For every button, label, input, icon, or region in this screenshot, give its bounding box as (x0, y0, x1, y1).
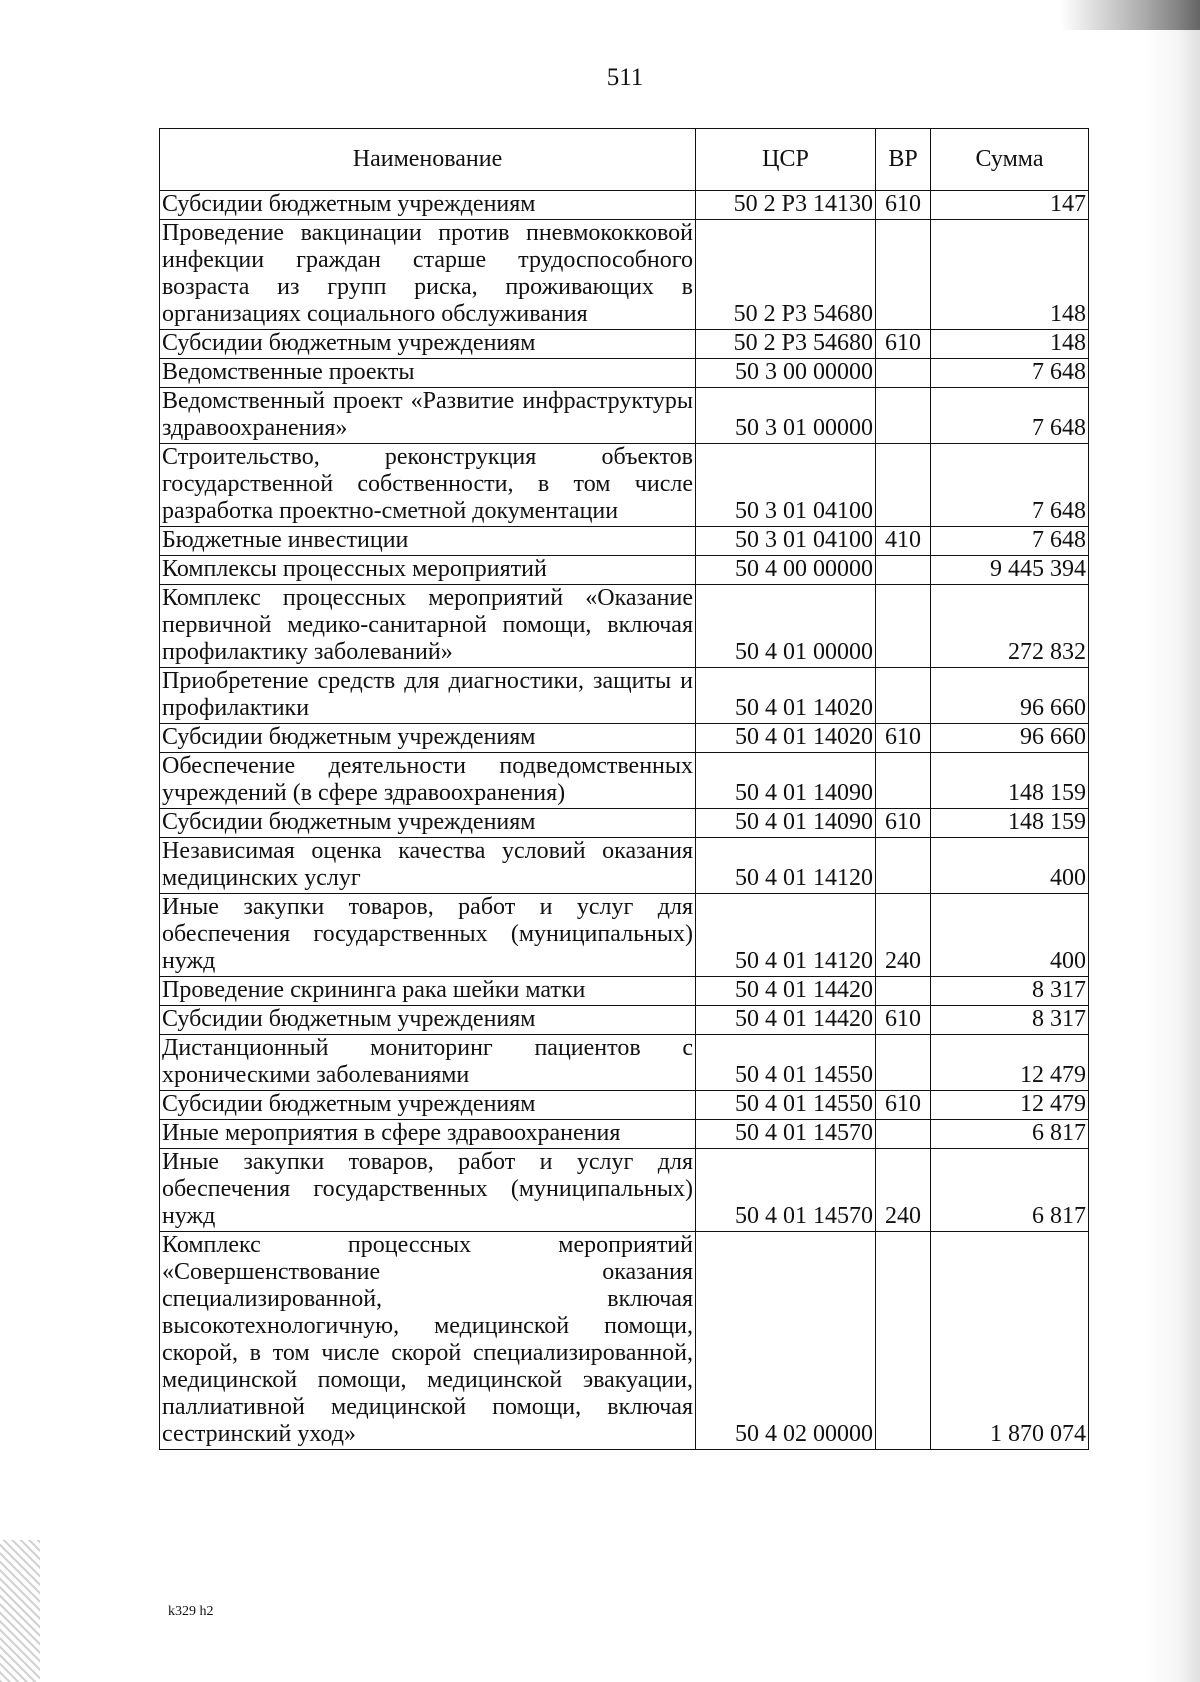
row-vr (876, 444, 931, 527)
table-row (160, 1149, 1089, 1232)
row-csr: 50 4 01 14570 (696, 1120, 876, 1149)
table-row (160, 1232, 1089, 1450)
header-sum: Сумма (931, 129, 1089, 191)
row-name: Ведомственные проекты (160, 359, 696, 388)
row-csr: 50 2 Р3 54680 (696, 220, 876, 330)
row-sum: 12 479 (931, 1091, 1089, 1120)
table-row (160, 527, 1089, 556)
table-header-row (160, 129, 1089, 191)
row-sum: 12 479 (931, 1035, 1089, 1091)
row-sum: 7 648 (931, 444, 1089, 527)
table-row (160, 388, 1089, 444)
row-csr: 50 3 01 00000 (696, 388, 876, 444)
row-vr: 610 (876, 1091, 931, 1120)
row-vr (876, 359, 931, 388)
table-row (160, 1006, 1089, 1035)
row-name: Проведение вакцинации против пневмококковой инфекции граждан старше трудоспособного возраста из групп риска, проживающих в организациях социального обслуживания (160, 220, 696, 330)
row-name: Дистанционный мониторинг пациентов с хроническими заболеваниями (160, 1035, 696, 1091)
row-vr: 410 (876, 527, 931, 556)
table-row (160, 977, 1089, 1006)
table-row (160, 838, 1089, 894)
row-sum: 7 648 (931, 359, 1089, 388)
row-csr: 50 3 01 04100 (696, 527, 876, 556)
row-csr: 50 4 01 14550 (696, 1091, 876, 1120)
row-csr: 50 4 01 14020 (696, 668, 876, 724)
row-csr: 50 2 Р3 54680 (696, 330, 876, 359)
row-vr: 610 (876, 724, 931, 753)
table-row (160, 809, 1089, 838)
row-name: Субсидии бюджетным учреждениям (160, 330, 696, 359)
table-row (160, 191, 1089, 220)
row-sum: 9 445 394 (931, 556, 1089, 585)
table-row (160, 1091, 1089, 1120)
row-csr: 50 4 01 14090 (696, 753, 876, 809)
row-sum: 8 317 (931, 1006, 1089, 1035)
row-vr (876, 220, 931, 330)
row-vr (876, 585, 931, 668)
row-vr: 610 (876, 1006, 931, 1035)
table-row (160, 753, 1089, 809)
table-row (160, 585, 1089, 668)
row-vr: 240 (876, 894, 931, 977)
row-vr (876, 1120, 931, 1149)
row-vr: 240 (876, 1149, 931, 1232)
row-csr: 50 4 01 14020 (696, 724, 876, 753)
row-vr: 610 (876, 191, 931, 220)
scan-shadow-right (1145, 0, 1200, 1682)
row-name: Строительство, реконструкция объектов государственной собственности, в том числе разработка проектно-сметной документации (160, 444, 696, 527)
row-name: Субсидии бюджетным учреждениям (160, 1006, 696, 1035)
row-vr (876, 388, 931, 444)
row-vr (876, 1035, 931, 1091)
scan-noise-bottom-left (0, 1540, 40, 1682)
row-name: Проведение скрининга рака шейки матки (160, 977, 696, 1006)
table-row (160, 220, 1089, 330)
table-row (160, 556, 1089, 585)
row-name: Комплекс процессных мероприятий «Оказание первичной медико-санитарной помощи, включая профилактику заболеваний» (160, 585, 696, 668)
row-name: Ведомственный проект «Развитие инфраструктуры здравоохранения» (160, 388, 696, 444)
row-sum: 148 (931, 220, 1089, 330)
header-csr: ЦСР (696, 129, 876, 191)
row-vr: 610 (876, 809, 931, 838)
table-row (160, 359, 1089, 388)
page-number: 511 (606, 64, 644, 91)
row-csr: 50 4 01 14120 (696, 838, 876, 894)
row-vr (876, 753, 931, 809)
row-sum: 96 660 (931, 668, 1089, 724)
row-name: Субсидии бюджетным учреждениям (160, 1091, 696, 1120)
row-sum: 96 660 (931, 724, 1089, 753)
row-csr: 50 3 00 00000 (696, 359, 876, 388)
row-name: Субсидии бюджетным учреждениям (160, 191, 696, 220)
row-csr: 50 2 Р3 14130 (696, 191, 876, 220)
row-sum: 6 817 (931, 1120, 1089, 1149)
scan-shadow-top-corner (1060, 0, 1200, 30)
table-row (160, 668, 1089, 724)
table-body (160, 191, 1089, 1450)
row-vr (876, 838, 931, 894)
header-vr: ВР (876, 129, 931, 191)
row-csr: 50 4 01 14120 (696, 894, 876, 977)
table-row (160, 1120, 1089, 1149)
row-sum: 8 317 (931, 977, 1089, 1006)
row-vr (876, 977, 931, 1006)
table-row (160, 330, 1089, 359)
row-sum: 400 (931, 838, 1089, 894)
row-csr: 50 4 00 00000 (696, 556, 876, 585)
row-csr: 50 4 01 14420 (696, 1006, 876, 1035)
row-name: Комплекс процессных мероприятий «Совершенствование оказания специализированной, включая высокотехнологичную, медицинской помощи, скорой, в том числе скорой специализированной, медицинской помощи, медицинской эвакуации, паллиативной медицинской помощи, включая сестринский уход» (160, 1232, 696, 1450)
budget-table (159, 128, 1089, 1450)
row-csr: 50 4 01 14090 (696, 809, 876, 838)
row-name: Иные мероприятия в сфере здравоохранения (160, 1120, 696, 1149)
row-name: Обеспечение деятельности подведомственных учреждений (в сфере здравоохранения) (160, 753, 696, 809)
row-name: Бюджетные инвестиции (160, 527, 696, 556)
row-csr: 50 4 01 00000 (696, 585, 876, 668)
row-csr: 50 4 01 14420 (696, 977, 876, 1006)
row-name: Приобретение средств для диагностики, защиты и профилактики (160, 668, 696, 724)
row-name: Иные закупки товаров, работ и услуг для обеспечения государственных (муниципальных) нужд (160, 1149, 696, 1232)
row-vr (876, 556, 931, 585)
row-name: Независимая оценка качества условий оказания медицинских услуг (160, 838, 696, 894)
row-sum: 147 (931, 191, 1089, 220)
row-name: Иные закупки товаров, работ и услуг для обеспечения государственных (муниципальных) нужд (160, 894, 696, 977)
row-sum: 400 (931, 894, 1089, 977)
row-sum: 7 648 (931, 388, 1089, 444)
row-vr (876, 1232, 931, 1450)
row-sum: 7 648 (931, 527, 1089, 556)
row-name: Субсидии бюджетным учреждениям (160, 724, 696, 753)
row-name: Субсидии бюджетным учреждениям (160, 809, 696, 838)
footer-code: k329 h2 (168, 1604, 214, 1619)
row-sum: 148 159 (931, 809, 1089, 838)
table-row (160, 1035, 1089, 1091)
header-name: Наименование (160, 129, 696, 191)
row-name: Комплексы процессных мероприятий (160, 556, 696, 585)
row-csr: 50 3 01 04100 (696, 444, 876, 527)
table-row (160, 444, 1089, 527)
row-sum: 148 (931, 330, 1089, 359)
row-csr: 50 4 02 00000 (696, 1232, 876, 1450)
row-csr: 50 4 01 14570 (696, 1149, 876, 1232)
row-vr: 610 (876, 330, 931, 359)
row-sum: 148 159 (931, 753, 1089, 809)
row-sum: 1 870 074 (931, 1232, 1089, 1450)
row-sum: 272 832 (931, 585, 1089, 668)
table-row (160, 894, 1089, 977)
row-sum: 6 817 (931, 1149, 1089, 1232)
row-csr: 50 4 01 14550 (696, 1035, 876, 1091)
row-vr (876, 668, 931, 724)
table-row (160, 724, 1089, 753)
